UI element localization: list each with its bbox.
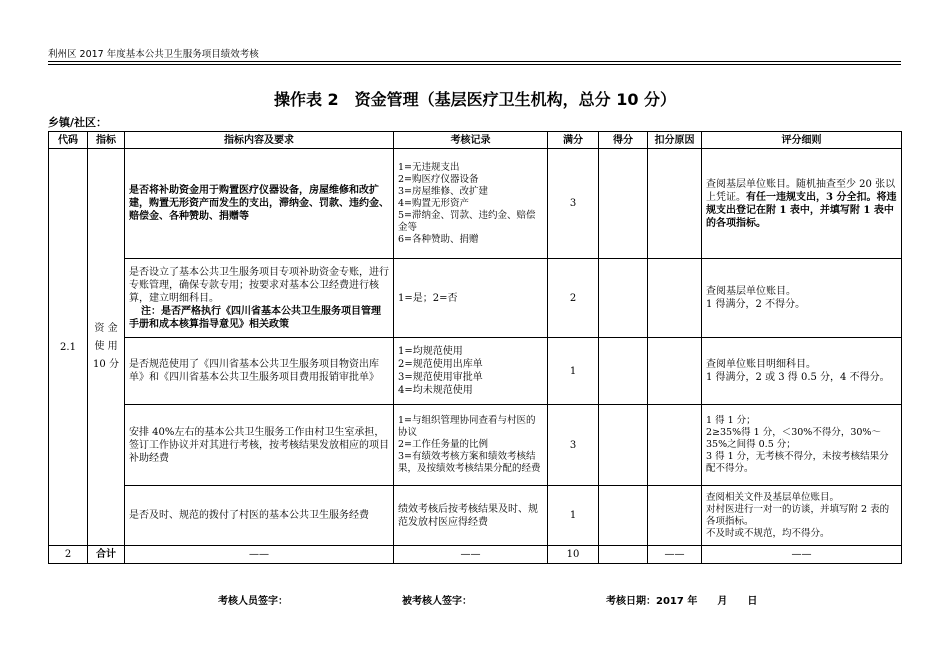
rule-bold: 有任一违规支出，3 分全扣。将违规支出登记在附 1 表中，并填写附 1 表中的各项指标。 <box>706 191 897 229</box>
assessment-table <box>48 131 902 564</box>
row-content: 安排 40%左右的基本公共卫生服务工作由村卫生室承担，签订工作协议并对其进行考核，按考核结果发放相应的项目补助经费 <box>125 405 394 486</box>
col-header: 得分 <box>599 132 648 149</box>
table-row <box>49 405 902 486</box>
row-rule: 1 得 1 分； 2≥35%得 1 分，＜30%不得分，30%～35%之间得 0.5 分； 3 得 1 分，无考核不得分，未按考核结果分配不得分。 <box>702 405 902 486</box>
total-row <box>49 546 902 564</box>
total-code: 2 <box>49 546 88 564</box>
col-header: 考核记录 <box>394 132 548 149</box>
row-record: 1=均规范使用 2=规范使用出库单 3=规范使用审批单 4=均未规范使用 <box>394 338 548 405</box>
row-record: 1=无违规支出 2=购医疗仪器设备 3=房屋维修、改扩建 4=购置无形资产 5=滞纳金、罚款、违约金、赔偿金等 6=各种赞助、捐赠 <box>394 149 548 259</box>
page-title: 操作表 2 资金管理（基层医疗卫生机构，总分 10 分） <box>273 90 677 109</box>
content-text: 是否设立了基本公共卫生服务项目专项补助资金专账，进行专账管理，确保专款专用；按要求对基本公卫经费进行核算，建立明细科目。 <box>129 266 389 304</box>
content-note: 注：是否严格执行《四川省基本公共卫生服务项目管理手册和成本核算指导意见》相关政策 <box>129 305 381 330</box>
rule-plain: 查阅基层单位账目。随机抽查至少 20 张以上凭证。 <box>706 178 896 203</box>
score-cell[interactable] <box>599 149 648 259</box>
town-label: 乡镇/社区： <box>48 116 108 129</box>
total-score-cell[interactable] <box>599 546 648 564</box>
score-cell[interactable] <box>599 486 648 546</box>
table-row <box>49 259 902 338</box>
col-header: 满分 <box>548 132 599 149</box>
table-header-row <box>49 132 902 149</box>
total-full-score: 10 <box>548 546 599 564</box>
deduction-reason-cell[interactable] <box>648 486 702 546</box>
col-header: 指标 <box>88 132 125 149</box>
row-rule: 查阅相关文件及基层单位账目。 对村医进行一对一的访谈，并填写附 2 表的各项指标。 不及时或不规范，均不得分。 <box>702 486 902 546</box>
row-record: 1=与组织管理协同查看与村医的协议 2=工作任务量的比例 3=有绩效考核方案和绩效考核结果，及按绩效考核结果分配的经费 <box>394 405 548 486</box>
row-full-score: 1 <box>548 486 599 546</box>
total-dash: —— <box>648 546 702 564</box>
row-rule <box>702 149 902 259</box>
examiner-signature-label: 考核人员签字： <box>218 596 288 607</box>
table-row <box>49 149 902 259</box>
col-header: 扣分原因 <box>648 132 702 149</box>
item-indicator: 资 金 使 用 10 分 <box>88 149 125 546</box>
row-content: 是否将补助资金用于购置医疗仪器设备，房屋维修和改扩建，购置无形资产而发生的支出，滞纳金、罚款、违约金、赔偿金、各种赞助、捐赠等 <box>125 149 394 259</box>
deduction-reason-cell[interactable] <box>648 405 702 486</box>
row-full-score: 3 <box>548 405 599 486</box>
row-record: 1=是；2=否 <box>394 259 548 338</box>
item-code: 2.1 <box>49 149 88 546</box>
table-row <box>49 486 902 546</box>
header-rule <box>48 61 901 65</box>
row-record: 绩效考核后按考核结果及时、规范发放村医应得经费 <box>394 486 548 546</box>
score-cell[interactable] <box>599 259 648 338</box>
row-rule: 查阅基层单位账目。 1 得满分，2 不得分。 <box>702 259 902 338</box>
deduction-reason-cell[interactable] <box>648 149 702 259</box>
total-dash: —— <box>125 546 394 564</box>
row-rule: 查阅单位账目明细科目。 1 得满分，2 或 3 得 0.5 分，4 不得分。 <box>702 338 902 405</box>
table-row <box>49 338 902 405</box>
score-cell[interactable] <box>599 338 648 405</box>
total-label: 合计 <box>88 546 125 564</box>
examinee-signature-label: 被考核人签字： <box>402 596 472 607</box>
row-content: 是否及时、规范的拨付了村医的基本公共卫生服务经费 <box>125 486 394 546</box>
col-header: 评分细则 <box>702 132 902 149</box>
row-full-score: 2 <box>548 259 599 338</box>
score-cell[interactable] <box>599 405 648 486</box>
deduction-reason-cell[interactable] <box>648 338 702 405</box>
row-content <box>125 259 394 338</box>
col-header: 代码 <box>49 132 88 149</box>
total-dash: —— <box>702 546 902 564</box>
row-full-score: 3 <box>548 149 599 259</box>
col-header: 指标内容及要求 <box>125 132 394 149</box>
exam-date-label: 考核日期：2017 年 月 日 <box>606 596 758 607</box>
total-dash: —— <box>394 546 548 564</box>
deduction-reason-cell[interactable] <box>648 259 702 338</box>
row-full-score: 1 <box>548 338 599 405</box>
row-content: 是否规范使用了《四川省基本公共卫生服务项目物资出库单》和《四川省基本公共卫生服务项目费用报销审批单》 <box>125 338 394 405</box>
document-header: 利州区 2017 年度基本公共卫生服务项目绩效考核 <box>48 49 259 60</box>
